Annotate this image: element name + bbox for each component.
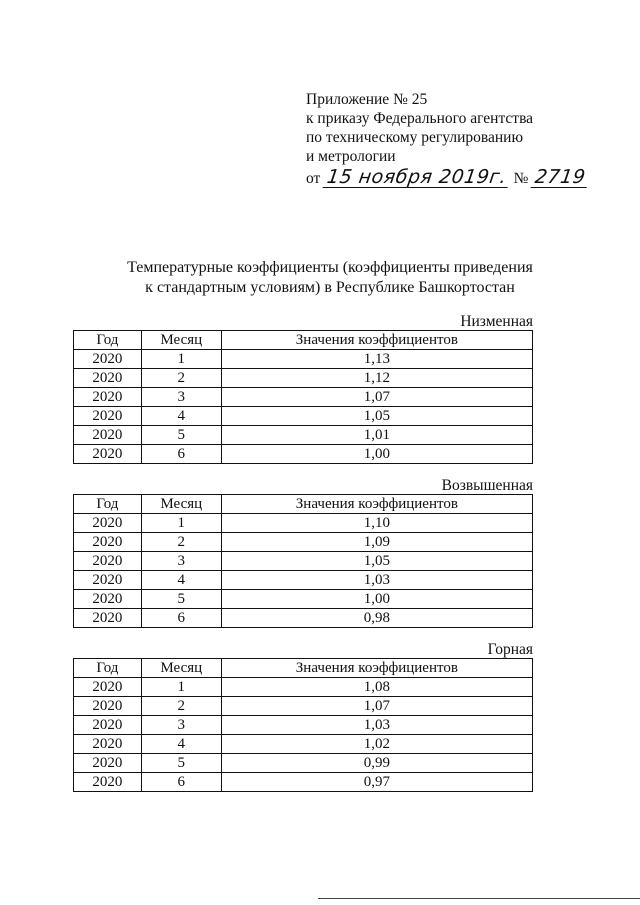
order-date-line [306, 168, 589, 188]
coefficient-cell: 1,07 [221, 697, 532, 716]
table-row [74, 571, 533, 590]
table-row [74, 533, 533, 552]
metrology-line: и метрологии [306, 148, 396, 165]
coefficient-cell: 1,07 [221, 388, 532, 407]
coefficients-table [73, 330, 533, 464]
column-header-year: Год [74, 495, 142, 514]
handwritten-order-number: 2719 [531, 168, 590, 188]
table-row [74, 552, 533, 571]
table-row [74, 514, 533, 533]
month-cell: 5 [141, 590, 221, 609]
year-cell: 2020 [74, 571, 142, 590]
coefficient-cell: 1,00 [221, 590, 532, 609]
column-header-value: Значения коэффициентов [221, 331, 532, 350]
number-prefix: № [513, 170, 529, 187]
coefficients-table [73, 494, 533, 628]
column-header-value: Значения коэффициентов [221, 495, 532, 514]
year-cell: 2020 [74, 716, 142, 735]
table-row [74, 735, 533, 754]
column-header-month: Месяц [141, 659, 221, 678]
date-prefix: от [306, 170, 321, 187]
agency-line: по техническому регулированию [306, 129, 524, 146]
section-label: Горная [487, 641, 533, 658]
table-row [74, 350, 533, 369]
year-cell: 2020 [74, 445, 142, 464]
year-cell: 2020 [74, 426, 142, 445]
table-header-row [74, 331, 533, 350]
order-reference-line: к приказу Федерального агентства [306, 110, 534, 127]
table-row [74, 426, 533, 445]
coefficient-cell: 1,05 [221, 407, 532, 426]
table-row [74, 590, 533, 609]
section-mountain [73, 641, 533, 792]
month-cell: 5 [141, 754, 221, 773]
table-row [74, 773, 533, 792]
section-upland [73, 477, 533, 628]
year-cell: 2020 [74, 514, 142, 533]
month-cell: 6 [141, 773, 221, 792]
year-cell: 2020 [74, 590, 142, 609]
year-cell: 2020 [74, 735, 142, 754]
month-cell: 2 [141, 533, 221, 552]
month-cell: 5 [141, 426, 221, 445]
appendix-title: Приложение № 25 [306, 91, 428, 108]
month-cell: 2 [141, 369, 221, 388]
column-header-month: Месяц [141, 495, 221, 514]
coefficient-cell: 0,97 [221, 773, 532, 792]
title-line-2: к стандартным условиям) в Республике Башкортостан [145, 279, 515, 296]
coefficient-cell: 0,99 [221, 754, 532, 773]
month-cell: 1 [141, 678, 221, 697]
title-line-1: Температурные коэффициенты (коэффициенты приведения [127, 259, 533, 276]
coefficient-cell: 1,02 [221, 735, 532, 754]
table-row [74, 697, 533, 716]
table-row [74, 716, 533, 735]
coefficient-cell: 1,03 [221, 571, 532, 590]
section-label: Низменная [460, 313, 533, 330]
month-cell: 4 [141, 407, 221, 426]
table-row [74, 609, 533, 628]
month-cell: 2 [141, 697, 221, 716]
year-cell: 2020 [74, 773, 142, 792]
month-cell: 1 [141, 350, 221, 369]
month-cell: 6 [141, 445, 221, 464]
coefficient-cell: 1,13 [221, 350, 532, 369]
column-header-year: Год [74, 659, 142, 678]
year-cell: 2020 [74, 369, 142, 388]
column-header-month: Месяц [141, 331, 221, 350]
table-row [74, 754, 533, 773]
document-title [0, 258, 640, 298]
coefficients-table [73, 658, 533, 792]
section-lowland [73, 313, 533, 464]
year-cell: 2020 [74, 678, 142, 697]
section-label: Возвышенная [441, 477, 533, 494]
year-cell: 2020 [74, 407, 142, 426]
year-cell: 2020 [74, 754, 142, 773]
coefficient-cell: 1,05 [221, 552, 532, 571]
coefficient-cell: 1,01 [221, 426, 532, 445]
table-row [74, 678, 533, 697]
year-cell: 2020 [74, 609, 142, 628]
month-cell: 3 [141, 552, 221, 571]
month-cell: 4 [141, 571, 221, 590]
table-header-row [74, 659, 533, 678]
year-cell: 2020 [74, 552, 142, 571]
table-row [74, 369, 533, 388]
month-cell: 3 [141, 388, 221, 407]
column-header-value: Значения коэффициентов [221, 659, 532, 678]
column-header-year: Год [74, 331, 142, 350]
coefficient-cell: 1,09 [221, 533, 532, 552]
year-cell: 2020 [74, 388, 142, 407]
page-edge-rule [318, 898, 640, 899]
table-header-row [74, 495, 533, 514]
coefficient-cell: 1,00 [221, 445, 532, 464]
table-row [74, 407, 533, 426]
appendix-header [306, 90, 589, 188]
handwritten-date: 15 ноября 2019г. [323, 168, 511, 188]
coefficient-cell: 1,08 [221, 678, 532, 697]
year-cell: 2020 [74, 533, 142, 552]
table-row [74, 445, 533, 464]
table-row [74, 388, 533, 407]
coefficient-cell: 1,03 [221, 716, 532, 735]
coefficient-cell: 0,98 [221, 609, 532, 628]
coefficient-cell: 1,10 [221, 514, 532, 533]
month-cell: 4 [141, 735, 221, 754]
month-cell: 3 [141, 716, 221, 735]
year-cell: 2020 [74, 350, 142, 369]
year-cell: 2020 [74, 697, 142, 716]
coefficient-cell: 1,12 [221, 369, 532, 388]
month-cell: 6 [141, 609, 221, 628]
month-cell: 1 [141, 514, 221, 533]
